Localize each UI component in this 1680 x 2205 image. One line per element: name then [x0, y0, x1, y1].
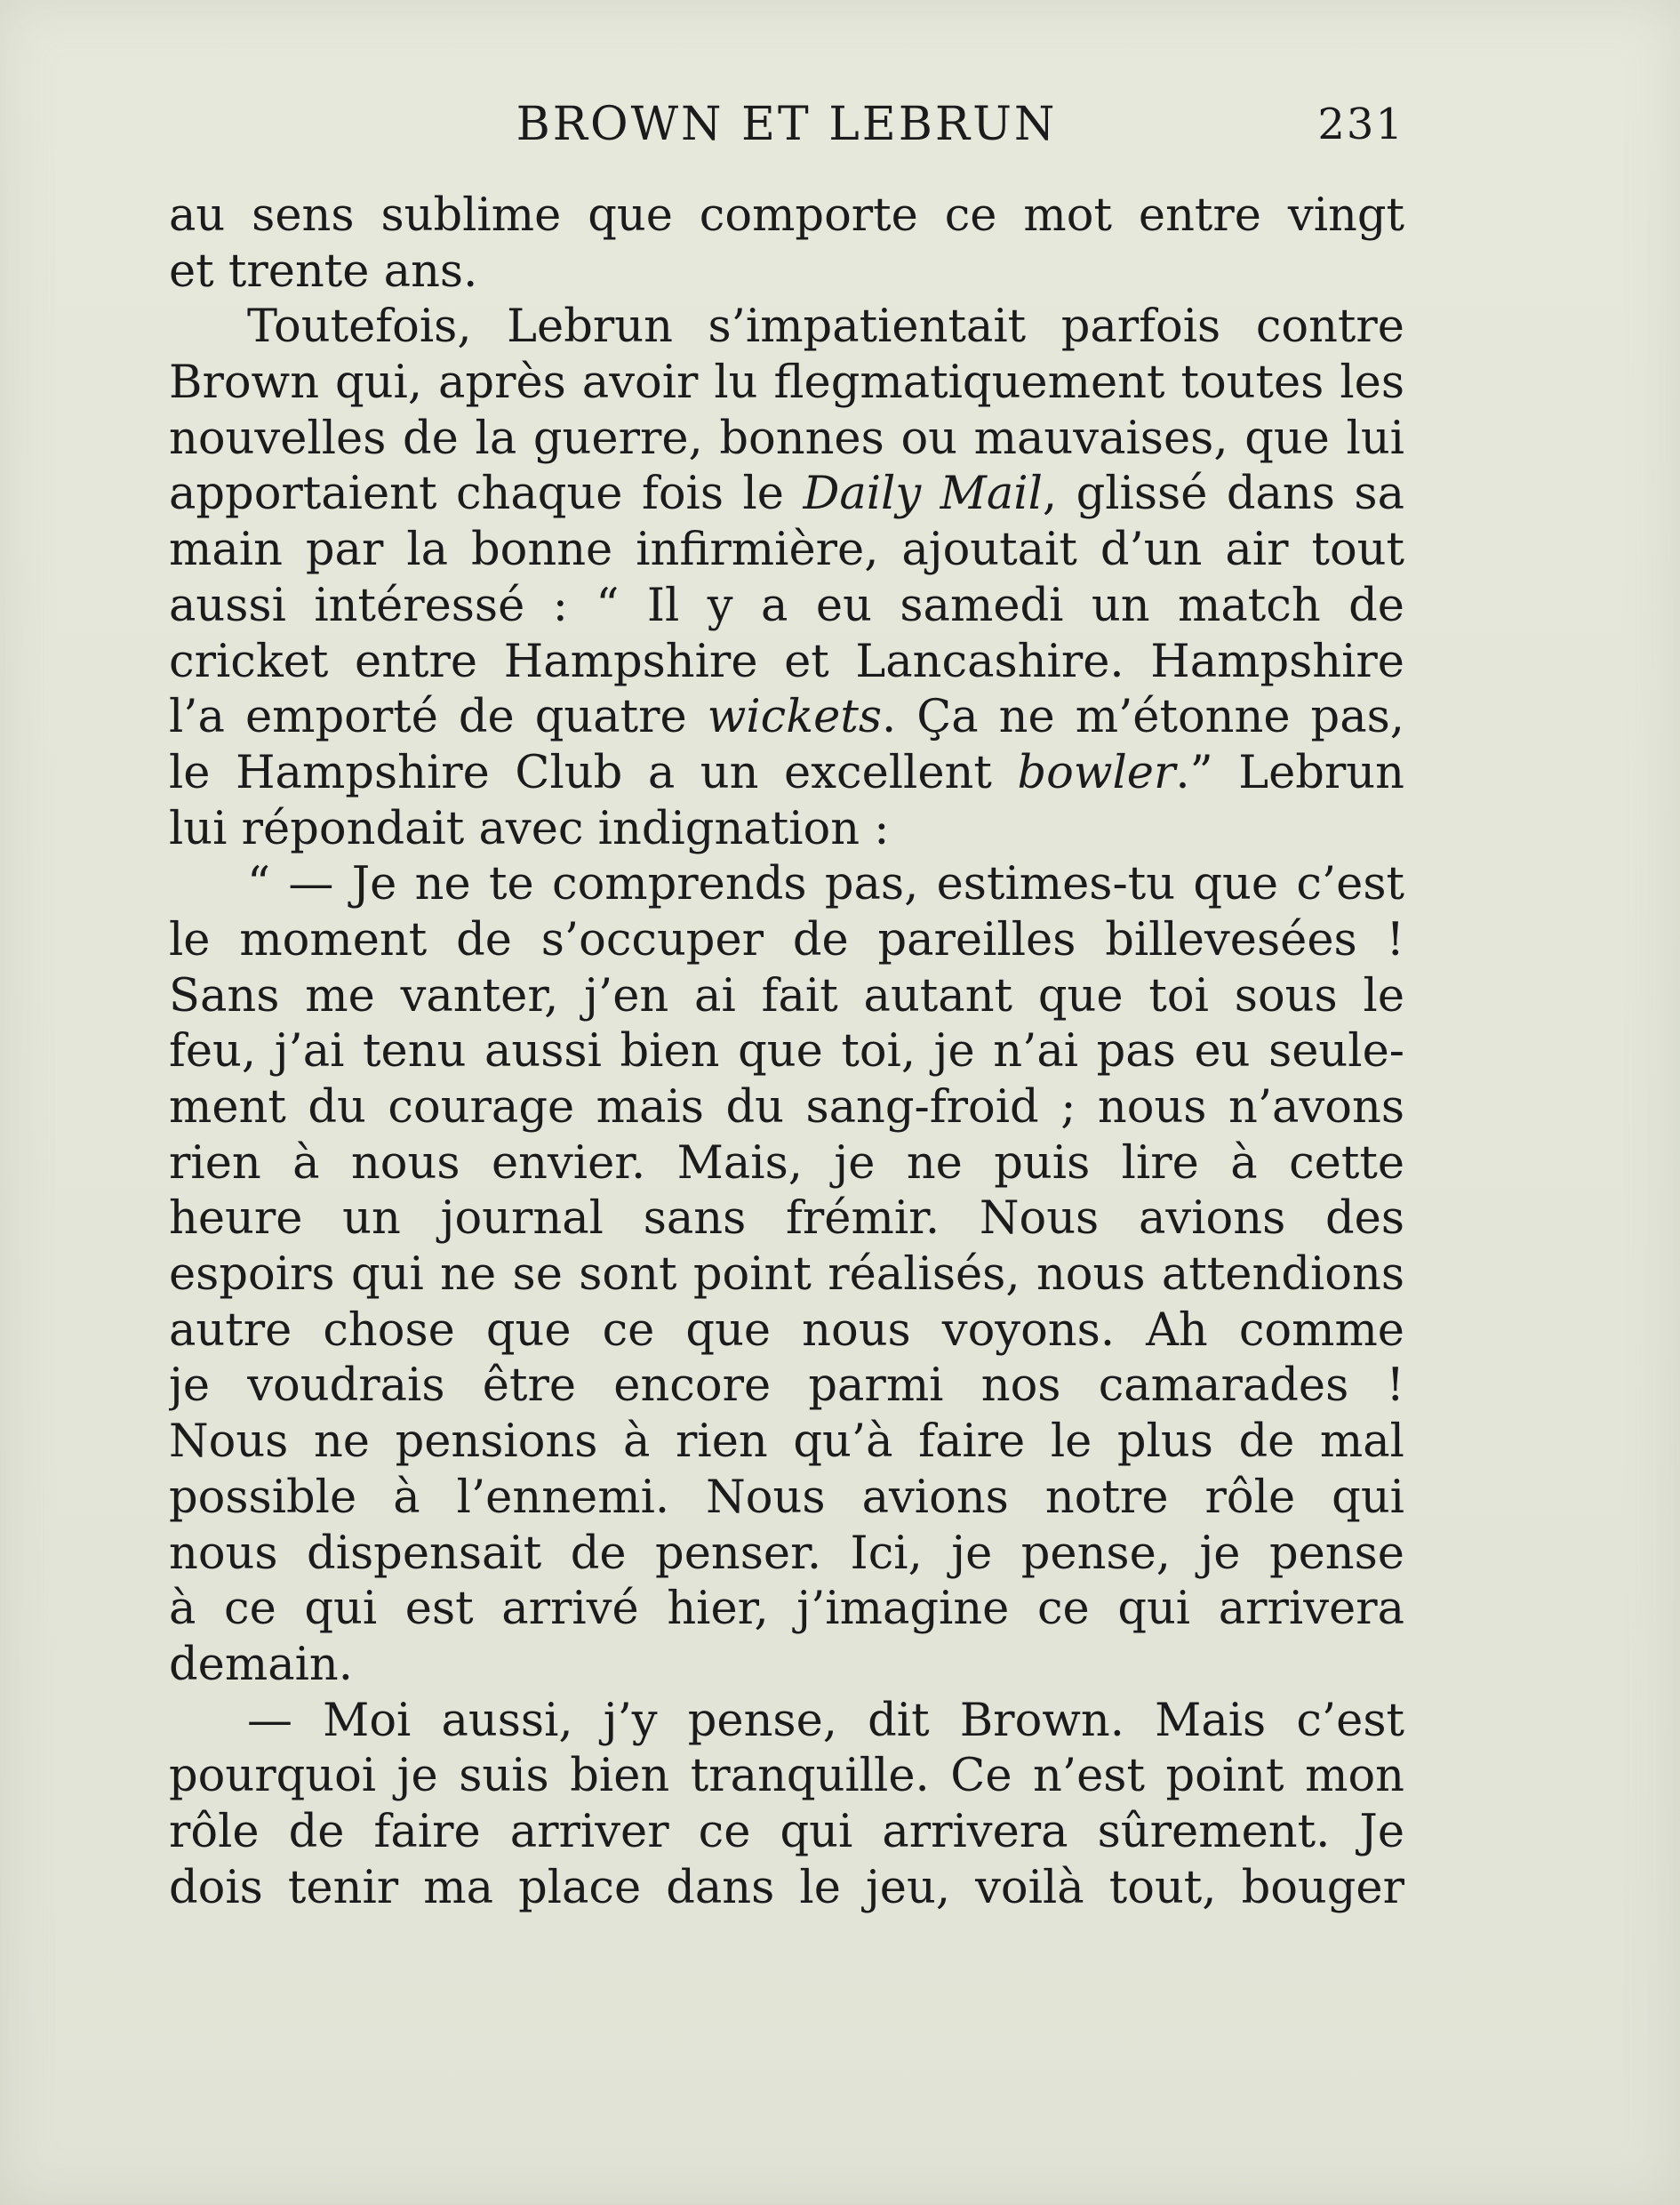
text-run: apportaient chaque fois le [169, 468, 804, 521]
text-line: heure un journal sans frémir. Nous avions des [169, 1192, 1404, 1246]
text-run: l’a emporté de quatre [169, 691, 708, 744]
text-run: .” Lebrun [1175, 746, 1404, 799]
text-line: Toutefois, Lebrun s’impatientait parfois contre [247, 301, 1404, 354]
text-line: nous dispensait de penser. Ici, je pense, je pense [169, 1527, 1404, 1580]
italic-title: Daily Mail [803, 468, 1043, 521]
body-text [169, 188, 1404, 1916]
text-line: je voudrais être encore parmi nos camarades ! [169, 1359, 1404, 1413]
text-run: . Ça ne m’étonne pas, [882, 691, 1404, 744]
text-line: ment du courage mais du sang-froid ; nous n’avons [169, 1081, 1404, 1134]
italic-term: wickets [707, 691, 882, 744]
text-line: Brown qui, après avoir lu flegmatiquement toutes les [169, 357, 1404, 410]
text-line: possible à l’ennemi. Nous avions notre rôle qui [169, 1471, 1404, 1524]
text-line: à ce qui est arrivé hier, j’imagine ce qui arrivera [169, 1583, 1404, 1636]
text-line: Sans me vanter, j’en ai fait autant que toi sous le [169, 969, 1404, 1022]
italic-term: bowler [1017, 746, 1176, 799]
text-line: au sens sublime que comporte ce mot entre vingt [169, 189, 1404, 242]
text-line: le moment de s’occuper de pareilles billevesées ! [169, 913, 1404, 966]
text-line: main par la bonne infirmière, ajoutait d’un air tout [169, 524, 1404, 577]
text-line: autre chose que ce que nous voyons. Ah comme [169, 1303, 1404, 1357]
text-line: aussi intéressé : “ Il y a eu samedi un match de [169, 579, 1404, 632]
text-line: et trente ans. [169, 245, 478, 298]
running-title: BROWN ET LEBRUN [516, 98, 1058, 151]
page-header [169, 89, 1404, 160]
text-line: lui répondait avec indignation : [169, 802, 890, 855]
text-line: espoirs qui ne se sont point réalisés, nous attendions [169, 1248, 1404, 1302]
text-run: le Hampshire Club a un excellent [169, 746, 1018, 799]
text-line: feu, j’ai tenu aussi bien que toi, je n’ai pas eu seule- [169, 1025, 1404, 1078]
text-line [169, 746, 1404, 802]
text-run: , glissé dans sa [1042, 468, 1404, 521]
text-line: demain. [169, 1638, 353, 1691]
text-line: dois tenir ma place dans le jeu, voilà tout, bouger [169, 1861, 1404, 1914]
text-line: rien à nous envier. Mais, je ne puis lire à cette [169, 1136, 1404, 1190]
text-line: pourquoi je suis bien tranquille. Ce n’est point mon [169, 1750, 1404, 1803]
text-line [169, 690, 1404, 746]
text-line: Nous ne pensions à rien qu’à faire le plus de mal [169, 1415, 1404, 1469]
page-number: 231 [1317, 100, 1404, 149]
text-line [169, 467, 1404, 523]
text-line: rôle de faire arriver ce qui arrivera sûrement. Je [169, 1805, 1404, 1858]
text-line: cricket entre Hampshire et Lancashire. Hampshire [169, 635, 1404, 688]
text-line: — Moi aussi, j’y pense, dit Brown. Mais c’est [247, 1694, 1404, 1747]
text-line: “ — Je ne te comprends pas, estimes-tu que c’est [247, 858, 1404, 911]
text-line: nouvelles de la guerre, bonnes ou mauvaises, que lui [169, 412, 1404, 465]
